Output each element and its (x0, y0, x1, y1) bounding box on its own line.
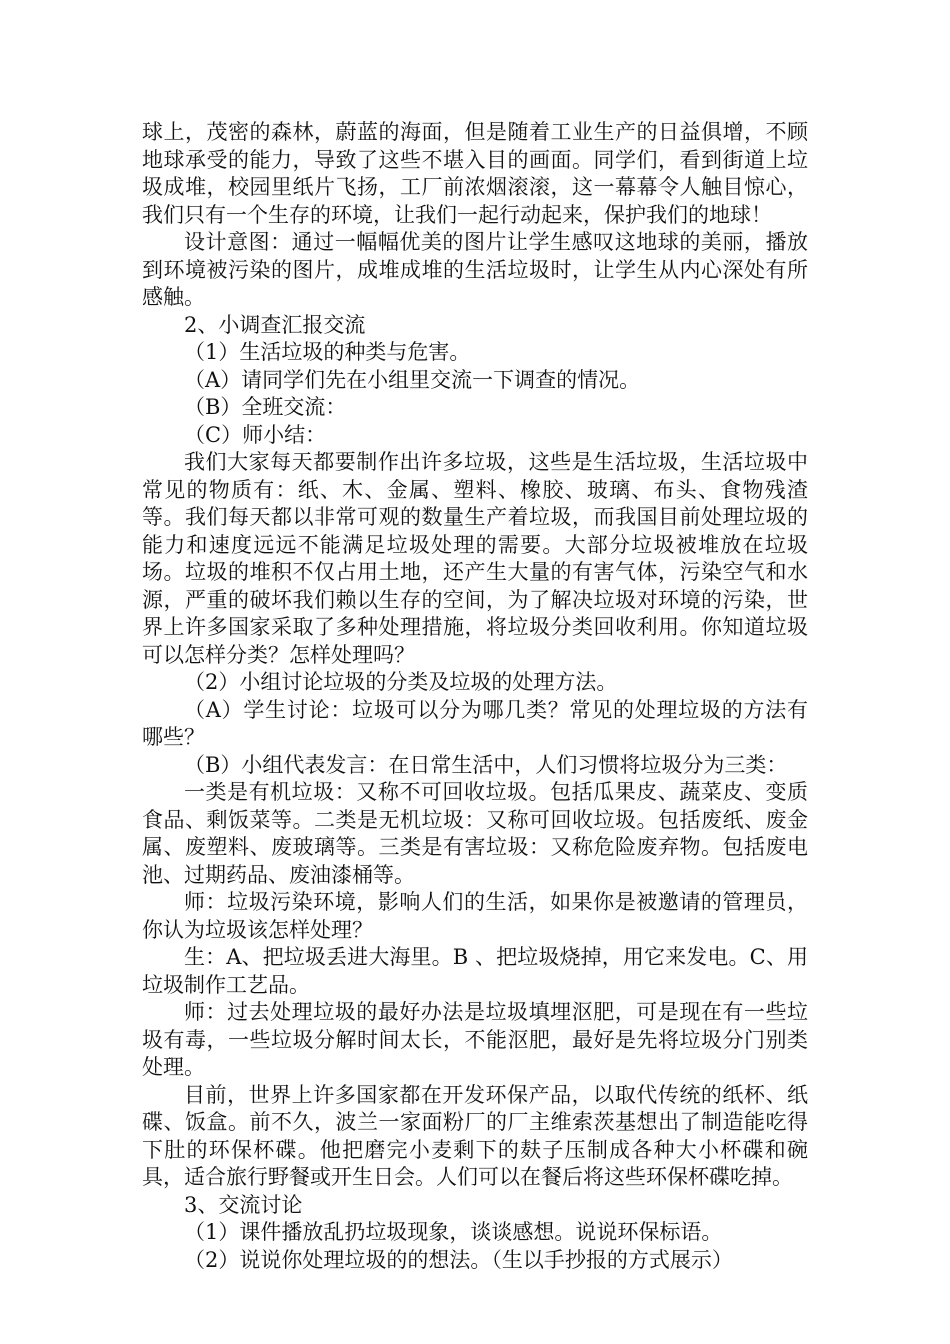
paragraph-eco-products: 目前，世界上许多国家都在开发环保产品，以取代传统的纸杯、纸碟、饭盒。前不久，波兰一家面粉厂的厂主维索茨基想出了制造能吃得下肚的环保杯碟。他把磨完小麦剩下的麸子压制成各种大小杯碟和碗具，适合旅行野餐或开生日会。人们可以在餐后将这些环保杯碟吃掉。 (142, 1082, 808, 1189)
paragraph-teacher-question: 师：垃圾污染环境，影响人们的生活，如果你是被邀请的管理员，你认为垃圾该怎样处理？ (142, 890, 808, 942)
paragraph-three-categories: 一类是有机垃圾：又称不可回收垃圾。包括瓜果皮、蔬菜皮、变质食品、剩饭菜等。二类是无机垃圾：又称可回收垃圾。包括废纸、废金属、废塑料、废玻璃等。三类是有害垃圾：又称危险废弃物。包括废电池、过期药品、废油漆桶等。 (142, 780, 808, 887)
section-heading-survey: 2、小调查汇报交流 (184, 312, 366, 337)
list-item-c: （C）师小结： (184, 422, 327, 447)
paragraph-teacher-landfill: 师：过去处理垃圾的最好办法是垃圾填埋沤肥，可是现在有一些垃圾有毒，一些垃圾分解时间太长，不能沤肥，最好是先将垃圾分门别类处理。 (142, 1000, 808, 1079)
document-page (142, 119, 808, 1274)
list-item-2: （2）小组讨论垃圾的分类及垃圾的处理方法。 (184, 670, 618, 694)
section-heading-discussion: 3、交流讨论 (184, 1192, 303, 1217)
list-item-b: （B）全班交流： (184, 395, 347, 419)
list-item-a: （A）请同学们先在小组里交流一下调查的情况。 (184, 367, 641, 392)
list-item-discussion-1: （1）课件播放乱扔垃圾现象，谈谈感想。说说环保标语。 (184, 1220, 723, 1244)
paragraph-teacher-summary: 我们大家每天都要制作出许多垃圾，这些是生活垃圾，生活垃圾中常见的物质有：纸、木、金属、塑料、橡胶、玻璃、布头、食物残渣等。我们每天都以非常可观的数量生产着垃圾，而我国目前处理垃圾的能力和速度远远不能满足垃圾处理的需要。大部分垃圾被堆放在垃圾场。垃圾的堆积不仅占用土地，还产生大量的有害气体，污染空气和水源，严重的破坏我们赖以生存的空间，为了解决垃圾对环境的污染，世界上许多国家采取了多种处理措施，将垃圾分类回收利用。你知道垃圾可以怎样分类？怎样处理吗？ (142, 450, 808, 667)
paragraph-earth-intro: 球上，茂密的森林，蔚蓝的海面，但是随着工业生产的日益俱增，不顾地球承受的能力，导致了这些不堪入目的画面。同学们，看到街道上垃圾成堆，校园里纸片飞扬，工厂前浓烟滚滚，这一幕幕令人触目惊心，我们只有一个生存的环境，让我们一起行动起来，保护我们的地球！ (142, 120, 808, 227)
list-item-1: （1）生活垃圾的种类与危害。 (184, 340, 471, 364)
paragraph-student-answers: 生：A、把垃圾丢进大海里。B 、把垃圾烧掉，用它来发电。C、用垃圾制作工艺品。 (142, 945, 808, 997)
paragraph-design-intent: 设计意图：通过一幅幅优美的图片让学生感叹这地球的美丽，播放到环境被污染的图片，成堆成堆的生活垃圾时，让学生从内心深处有所感触。 (142, 230, 808, 309)
list-item-discussion-2: （2）说说你处理垃圾的的想法。（生以手抄报的方式展示） (184, 1247, 733, 1272)
paragraph-student-discussion: （A）学生讨论：垃圾可以分为哪几类？常见的处理垃圾的方法有哪些？ (142, 697, 808, 749)
paragraph-group-speech: （B）小组代表发言：在日常生活中，人们习惯将垃圾分为三类： (184, 752, 788, 777)
